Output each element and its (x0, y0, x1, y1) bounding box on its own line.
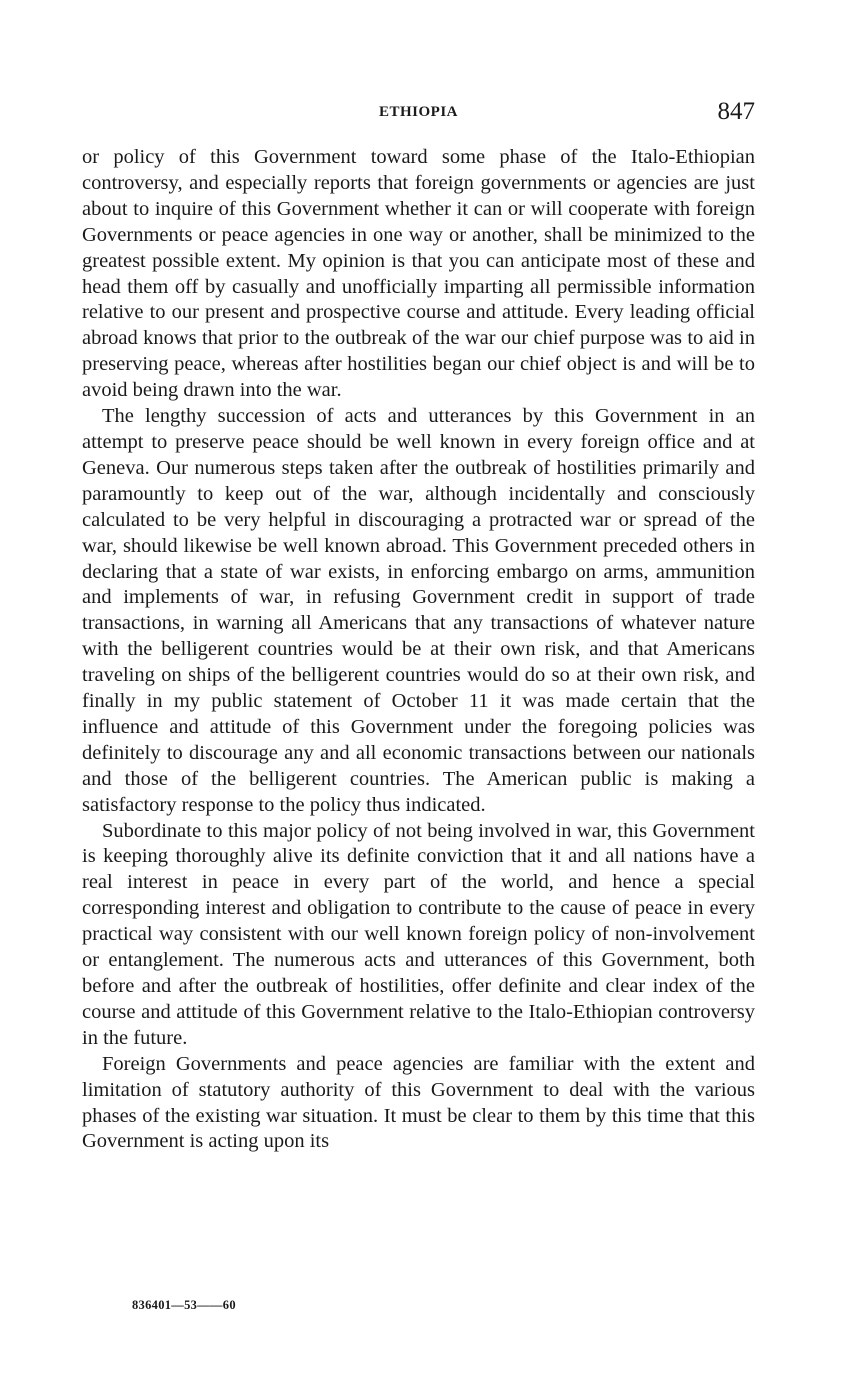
paragraph-4: Foreign Governments and peace agencies are familiar with the extent and limitation of statutory authority of this Government to deal with the various phases of the existing war situation. It must be clear to them by this time that this Government is acting upon its (82, 1052, 755, 1153)
paragraph-2: The lengthy succession of acts and utterances by this Government in an attempt to preserve peace should be well known in every foreign office and at Geneva. Our numerous steps taken after the outbreak of hostilities primarily and paramountly to keep out of the war, although incidentally and consciously calculated to be very helpful in discouraging a protracted war or spread of the war, should likewise be well known abroad. This Government preceded others in declaring that a state of war exists, in enforcing embargo on arms, ammunition and implements of war, in refusing Government credit in support of trade transactions, in warning all Americans that any transactions of whatever nature with the belligerent countries would be at their own risk, and that Americans traveling on ships of the belligerent countries would do so at their own risk, and finally in my public statement of October 11 it was made certain that the influence and attitude of this Government under the foregoing policies was definitely to discourage any and all economic transactions between our nationals and those of the belligerent countries. The American public is making a satisfactory response to the policy thus indicated. (82, 405, 755, 816)
page-number: 847 (717, 98, 755, 125)
running-head: ETHIOPIA (378, 104, 458, 120)
page-header (82, 98, 755, 130)
paragraph-3: Subordinate to this major policy of not being involved in war, this Government is keeping thoroughly alive its definite conviction that it and all nations have a real interest in peace in every part of the world, and hence a special corresponding interest and obligation to contribute to the cause of peace in every practical way consistent with our well known foreign policy of non-involvement or entanglement. The numerous acts and utterances of this Government, both before and after the outbreak of hostilities, offer definite and clear index of the course and attitude of this Government relative to the Italo-Ethiopian controversy in the future. (82, 819, 755, 1049)
document-body (82, 145, 755, 1155)
paragraph-1: or policy of this Government toward some phase of the Italo-Ethiopian controversy, and especially reports that foreign governments or agencies are just about to inquire of this Government whether it can or will cooperate with foreign Governments or peace agencies in one way or another, shall be minimized to the greatest possible extent. My opinion is that you can anticipate most of these and head them off by casually and unofficially imparting all permissible information relative to our present and prospective course and attitude. Every leading official abroad knows that prior to the outbreak of the war our chief purpose was to aid in preserving peace, whereas after hostilities began our chief object is and will be to avoid being drawn into the war. (82, 146, 755, 402)
print-code: 836401—53——60 (132, 1298, 236, 1312)
